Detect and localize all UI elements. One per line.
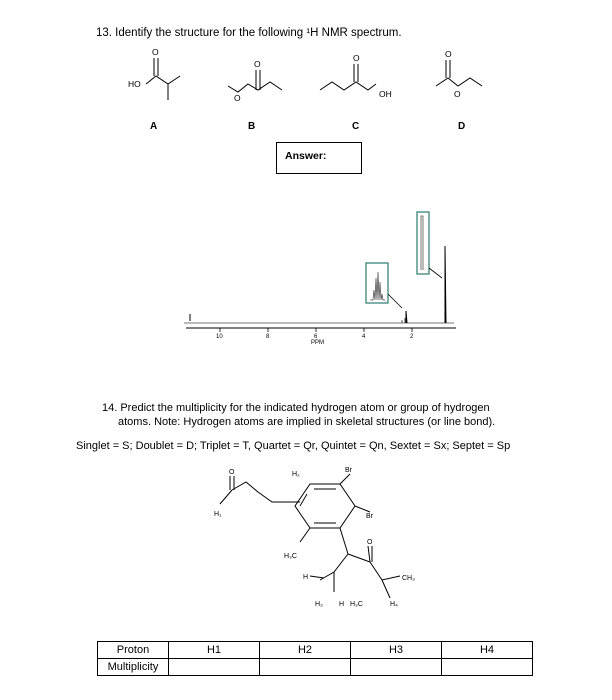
structure-c-oh: OH: [379, 89, 392, 99]
molecule-q14: [200, 462, 430, 622]
mol-h-dash: H: [303, 574, 309, 581]
structure-d-skeleton: [436, 78, 482, 86]
answer-h3[interactable]: [351, 659, 442, 676]
mol-h2: H₂: [292, 471, 300, 478]
structure-a-ho: HO: [128, 79, 141, 89]
answer-label: Answer:: [285, 150, 327, 162]
tick-4: 4: [362, 334, 366, 340]
multiplicity-key: Singlet = S; Doublet = D; Triplet = T, Quartet = Qr, Quintet = Qn, Sextet = Sx; Septet = Sp: [76, 440, 511, 452]
question-14-prompt: 14. Predict the multiplicity for the indicated hydrogen atom or group of hydrogen: [102, 402, 490, 414]
answer-h2[interactable]: [260, 659, 351, 676]
quartet-peak: [402, 318, 405, 323]
inset-arrow-1: [388, 294, 402, 308]
col-h1: H1: [169, 642, 260, 659]
col-h3: H3: [351, 642, 442, 659]
tick-8: 8: [266, 334, 270, 340]
structure-c-skeleton: [320, 82, 376, 90]
singlet-peak: [445, 246, 446, 323]
structure-a-o: O: [152, 47, 159, 57]
nmr-spectrum: [180, 208, 470, 348]
mol-h3c-bottom: H₃C: [350, 601, 363, 608]
mol-br2: Br: [366, 513, 373, 520]
mol-o2: O: [367, 539, 373, 546]
structure-c-carbonyl: [354, 64, 358, 82]
option-c-label: C: [352, 121, 360, 132]
mol-h4: H₄: [390, 601, 398, 608]
structure-a-carbonyl: [154, 58, 158, 76]
answer-h4[interactable]: [442, 659, 533, 676]
tick-2: 2: [410, 334, 414, 340]
multiplicity-table: [97, 641, 533, 676]
structure-d-carbonyl: [446, 60, 450, 78]
table-row: [98, 642, 533, 659]
structure-a-skeleton: [146, 76, 180, 84]
mol-ch3: CH₃: [402, 575, 415, 582]
structure-d-o1: O: [445, 49, 452, 59]
structure-d-o2: O: [454, 89, 461, 99]
mol-h: H: [339, 601, 345, 608]
question-14-note: atoms. Note: Hydrogen atoms are implied in skeletal structures (or line bond).: [118, 416, 496, 428]
structure-b-o2: O: [234, 93, 241, 103]
structure-options: [110, 46, 530, 136]
mol-br1: Br: [345, 467, 352, 474]
structure-b-skeleton: [228, 82, 282, 92]
table-row: [98, 659, 533, 676]
row-multiplicity-label: Multiplicity: [98, 659, 169, 676]
inset-arrow-2: [429, 268, 442, 278]
structure-b-o1: O: [254, 59, 261, 69]
mol-o1: O: [229, 469, 235, 476]
answer-h1[interactable]: [169, 659, 260, 676]
mol-h3c-ring: H₃C: [284, 553, 297, 560]
row-proton-label: Proton: [98, 642, 169, 659]
option-d-label: D: [458, 121, 466, 132]
col-h2: H2: [260, 642, 351, 659]
answer-box[interactable]: [276, 142, 362, 174]
option-a-label: A: [150, 121, 158, 132]
ppm-label: PPM: [311, 340, 325, 346]
tick-10: 10: [216, 334, 223, 340]
mol-h1: H₁: [214, 511, 222, 518]
quartet-peak-main: [406, 311, 407, 323]
question-13-prompt: 13. Identify the structure for the following ¹H NMR spectrum.: [96, 27, 402, 39]
option-b-label: B: [248, 121, 256, 132]
structure-b-carbonyl: [256, 70, 260, 90]
mol-h3: H₃: [315, 601, 323, 608]
structure-c-o: O: [353, 53, 360, 63]
col-h4: H4: [442, 642, 533, 659]
tick-6: 6: [314, 334, 318, 340]
